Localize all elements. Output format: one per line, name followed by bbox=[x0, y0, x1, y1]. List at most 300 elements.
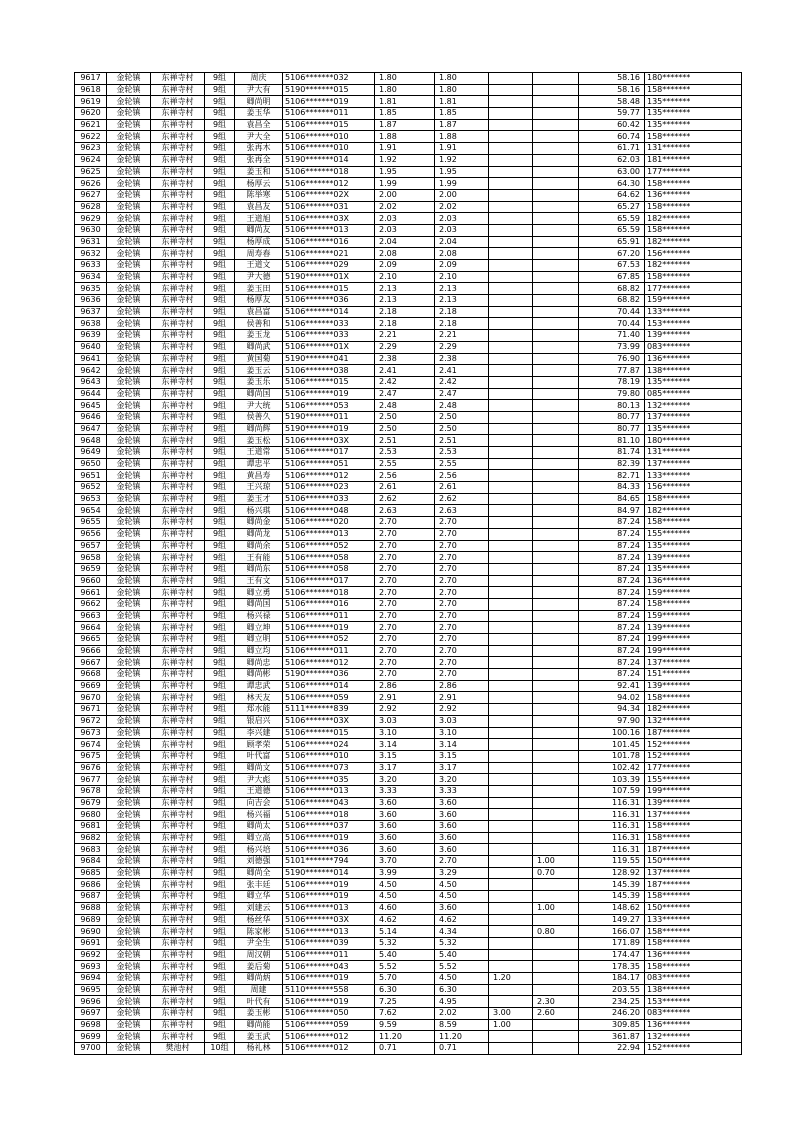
village-cell: 东禅寺村 bbox=[151, 447, 205, 459]
id-number-cell: 5110*******558 bbox=[283, 984, 375, 996]
name-cell: 郑水能 bbox=[235, 704, 283, 716]
area-c-cell bbox=[533, 879, 579, 891]
amount-cell: 87.24 bbox=[579, 563, 645, 575]
table-row bbox=[75, 201, 742, 213]
area-a-cell: 3.60 bbox=[435, 797, 489, 809]
table-row bbox=[75, 949, 742, 961]
serial-cell: 9635 bbox=[75, 283, 107, 295]
amount-cell: 97.90 bbox=[579, 715, 645, 727]
area-a-cell: 4.50 bbox=[435, 972, 489, 984]
group-cell: 9组 bbox=[205, 341, 235, 353]
village-cell: 东禅寺村 bbox=[151, 108, 205, 120]
id-number-cell: 5106*******012 bbox=[283, 470, 375, 482]
name-cell: 谭忠武 bbox=[235, 680, 283, 692]
serial-cell: 9663 bbox=[75, 610, 107, 622]
total-area-cell: 1.85 bbox=[375, 108, 435, 120]
area-c-cell bbox=[533, 189, 579, 201]
name-cell: 卿立坤 bbox=[235, 622, 283, 634]
table-row bbox=[75, 914, 742, 926]
town-cell: 金轮镇 bbox=[107, 762, 151, 774]
area-c-cell bbox=[533, 376, 579, 388]
table-row bbox=[75, 108, 742, 120]
total-area-cell: 2.56 bbox=[375, 470, 435, 482]
area-c-cell bbox=[533, 528, 579, 540]
table-row bbox=[75, 447, 742, 459]
serial-cell: 9671 bbox=[75, 704, 107, 716]
area-b-cell bbox=[489, 353, 533, 365]
town-cell: 金轮镇 bbox=[107, 680, 151, 692]
group-cell: 9组 bbox=[205, 774, 235, 786]
town-cell: 金轮镇 bbox=[107, 376, 151, 388]
town-cell: 金轮镇 bbox=[107, 295, 151, 307]
total-area-cell: 2.70 bbox=[375, 598, 435, 610]
area-b-cell bbox=[489, 914, 533, 926]
area-c-cell bbox=[533, 785, 579, 797]
name-cell: 姜玉才 bbox=[235, 493, 283, 505]
name-cell: 李兴建 bbox=[235, 727, 283, 739]
amount-cell: 171.89 bbox=[579, 937, 645, 949]
amount-cell: 128.92 bbox=[579, 867, 645, 879]
total-area-cell: 5.52 bbox=[375, 961, 435, 973]
table-row bbox=[75, 528, 742, 540]
amount-cell: 80.77 bbox=[579, 423, 645, 435]
area-b-cell bbox=[489, 797, 533, 809]
amount-cell: 119.55 bbox=[579, 856, 645, 868]
serial-cell: 9669 bbox=[75, 680, 107, 692]
serial-cell: 9640 bbox=[75, 341, 107, 353]
serial-cell: 9646 bbox=[75, 411, 107, 423]
area-b-cell bbox=[489, 493, 533, 505]
phone-cell: 133******* bbox=[645, 306, 742, 318]
area-b-cell bbox=[489, 411, 533, 423]
total-area-cell: 5.40 bbox=[375, 949, 435, 961]
amount-cell: 246.20 bbox=[579, 1008, 645, 1020]
area-b-cell bbox=[489, 376, 533, 388]
serial-cell: 9662 bbox=[75, 598, 107, 610]
phone-cell: 139******* bbox=[645, 330, 742, 342]
group-cell: 9组 bbox=[205, 447, 235, 459]
area-a-cell: 2.70 bbox=[435, 575, 489, 587]
phone-cell: 135******* bbox=[645, 96, 742, 108]
phone-cell: 135******* bbox=[645, 108, 742, 120]
amount-cell: 116.31 bbox=[579, 809, 645, 821]
phone-cell: 158******* bbox=[645, 178, 742, 190]
id-number-cell: 5106*******016 bbox=[283, 598, 375, 610]
phone-cell: 132******* bbox=[645, 400, 742, 412]
table-row bbox=[75, 704, 742, 716]
area-b-cell bbox=[489, 423, 533, 435]
town-cell: 金轮镇 bbox=[107, 318, 151, 330]
area-b-cell bbox=[489, 669, 533, 681]
serial-cell: 9628 bbox=[75, 201, 107, 213]
area-a-cell: 4.62 bbox=[435, 914, 489, 926]
area-c-cell: 0.70 bbox=[533, 867, 579, 879]
town-cell: 金轮镇 bbox=[107, 248, 151, 260]
serial-cell: 9644 bbox=[75, 388, 107, 400]
area-c-cell: 1.00 bbox=[533, 856, 579, 868]
phone-cell: 083******* bbox=[645, 1008, 742, 1020]
name-cell: 姜玉乐 bbox=[235, 376, 283, 388]
phone-cell: 136******* bbox=[645, 575, 742, 587]
table-row bbox=[75, 832, 742, 844]
amount-cell: 116.31 bbox=[579, 832, 645, 844]
group-cell: 9组 bbox=[205, 634, 235, 646]
table-row bbox=[75, 715, 742, 727]
id-number-cell: 5106*******035 bbox=[283, 774, 375, 786]
name-cell: 顾孝荣 bbox=[235, 739, 283, 751]
phone-cell: 177******* bbox=[645, 762, 742, 774]
amount-cell: 84.97 bbox=[579, 505, 645, 517]
name-cell: 向吉会 bbox=[235, 797, 283, 809]
village-cell: 东禅寺村 bbox=[151, 680, 205, 692]
group-cell: 9组 bbox=[205, 785, 235, 797]
area-a-cell: 1.80 bbox=[435, 84, 489, 96]
area-a-cell: 1.81 bbox=[435, 96, 489, 108]
group-cell: 9组 bbox=[205, 189, 235, 201]
town-cell: 金轮镇 bbox=[107, 411, 151, 423]
phone-cell: 135******* bbox=[645, 563, 742, 575]
village-cell: 东禅寺村 bbox=[151, 1019, 205, 1031]
serial-cell: 9629 bbox=[75, 213, 107, 225]
name-cell: 王道德 bbox=[235, 785, 283, 797]
table-row bbox=[75, 73, 742, 85]
total-area-cell: 2.55 bbox=[375, 458, 435, 470]
id-number-cell: 5190*******015 bbox=[283, 84, 375, 96]
table-row bbox=[75, 213, 742, 225]
table-row bbox=[75, 119, 742, 131]
table-row bbox=[75, 248, 742, 260]
group-cell: 9组 bbox=[205, 610, 235, 622]
village-cell: 东禅寺村 bbox=[151, 201, 205, 213]
area-b-cell bbox=[489, 552, 533, 564]
table-row bbox=[75, 178, 742, 190]
group-cell: 9组 bbox=[205, 213, 235, 225]
area-c-cell bbox=[533, 575, 579, 587]
amount-cell: 87.24 bbox=[579, 645, 645, 657]
area-c-cell bbox=[533, 505, 579, 517]
total-area-cell: 2.13 bbox=[375, 295, 435, 307]
id-number-cell: 5106*******019 bbox=[283, 832, 375, 844]
amount-cell: 80.13 bbox=[579, 400, 645, 412]
town-cell: 金轮镇 bbox=[107, 902, 151, 914]
phone-cell: 139******* bbox=[645, 622, 742, 634]
serial-cell: 9691 bbox=[75, 937, 107, 949]
id-number-cell: 5106*******01X bbox=[283, 341, 375, 353]
total-area-cell: 3.15 bbox=[375, 750, 435, 762]
town-cell: 金轮镇 bbox=[107, 154, 151, 166]
amount-cell: 78.19 bbox=[579, 376, 645, 388]
id-number-cell: 5106*******015 bbox=[283, 283, 375, 295]
name-cell: 姜玉云 bbox=[235, 365, 283, 377]
serial-cell: 9632 bbox=[75, 248, 107, 260]
amount-cell: 84.33 bbox=[579, 482, 645, 494]
id-number-cell: 5106*******013 bbox=[283, 528, 375, 540]
village-cell: 东禅寺村 bbox=[151, 470, 205, 482]
village-cell: 东禅寺村 bbox=[151, 400, 205, 412]
village-cell: 东禅寺村 bbox=[151, 891, 205, 903]
group-cell: 9组 bbox=[205, 598, 235, 610]
village-cell: 东禅寺村 bbox=[151, 143, 205, 155]
phone-cell: 156******* bbox=[645, 248, 742, 260]
amount-cell: 60.74 bbox=[579, 131, 645, 143]
town-cell: 金轮镇 bbox=[107, 715, 151, 727]
phone-cell: 158******* bbox=[645, 961, 742, 973]
area-b-cell bbox=[489, 84, 533, 96]
amount-cell: 59.77 bbox=[579, 108, 645, 120]
total-area-cell: 2.42 bbox=[375, 376, 435, 388]
table-row bbox=[75, 750, 742, 762]
phone-cell: 180******* bbox=[645, 73, 742, 85]
area-c-cell bbox=[533, 73, 579, 85]
name-cell: 卿尚国 bbox=[235, 388, 283, 400]
town-cell: 金轮镇 bbox=[107, 972, 151, 984]
serial-cell: 9647 bbox=[75, 423, 107, 435]
town-cell: 金轮镇 bbox=[107, 785, 151, 797]
area-b-cell bbox=[489, 844, 533, 856]
area-b-cell bbox=[489, 283, 533, 295]
area-c-cell bbox=[533, 587, 579, 599]
amount-cell: 22.94 bbox=[579, 1043, 645, 1055]
serial-cell: 9685 bbox=[75, 867, 107, 879]
area-c-cell bbox=[533, 937, 579, 949]
area-a-cell: 2.70 bbox=[435, 563, 489, 575]
area-c-cell bbox=[533, 610, 579, 622]
area-b-cell bbox=[489, 435, 533, 447]
group-cell: 9组 bbox=[205, 119, 235, 131]
id-number-cell: 5106*******015 bbox=[283, 727, 375, 739]
name-cell: 卿尚金 bbox=[235, 517, 283, 529]
name-cell: 王道常 bbox=[235, 447, 283, 459]
area-c-cell bbox=[533, 178, 579, 190]
area-b-cell bbox=[489, 447, 533, 459]
amount-cell: 166.07 bbox=[579, 926, 645, 938]
group-cell: 9组 bbox=[205, 587, 235, 599]
table-row bbox=[75, 482, 742, 494]
group-cell: 9组 bbox=[205, 201, 235, 213]
name-cell: 杨礼林 bbox=[235, 1043, 283, 1055]
area-b-cell bbox=[489, 949, 533, 961]
phone-cell: 180******* bbox=[645, 435, 742, 447]
serial-cell: 9674 bbox=[75, 739, 107, 751]
name-cell: 王道旭 bbox=[235, 213, 283, 225]
village-cell: 东禅寺村 bbox=[151, 458, 205, 470]
area-a-cell: 2.18 bbox=[435, 318, 489, 330]
town-cell: 金轮镇 bbox=[107, 563, 151, 575]
town-cell: 金轮镇 bbox=[107, 353, 151, 365]
village-cell: 东禅寺村 bbox=[151, 318, 205, 330]
town-cell: 金轮镇 bbox=[107, 505, 151, 517]
name-cell: 卿尚太 bbox=[235, 821, 283, 833]
village-cell: 东禅寺村 bbox=[151, 563, 205, 575]
area-a-cell: 2.38 bbox=[435, 353, 489, 365]
phone-cell: 152******* bbox=[645, 739, 742, 751]
area-a-cell: 4.50 bbox=[435, 879, 489, 891]
group-cell: 9组 bbox=[205, 762, 235, 774]
id-number-cell: 5106*******013 bbox=[283, 926, 375, 938]
table-row bbox=[75, 1031, 742, 1043]
area-b-cell bbox=[489, 961, 533, 973]
serial-cell: 9645 bbox=[75, 400, 107, 412]
total-area-cell: 2.50 bbox=[375, 423, 435, 435]
id-number-cell: 5106*******017 bbox=[283, 447, 375, 459]
area-c-cell bbox=[533, 119, 579, 131]
area-c-cell bbox=[533, 972, 579, 984]
id-number-cell: 5106*******03X bbox=[283, 435, 375, 447]
table-row bbox=[75, 330, 742, 342]
amount-cell: 203.55 bbox=[579, 984, 645, 996]
name-cell: 银启兴 bbox=[235, 715, 283, 727]
group-cell: 9组 bbox=[205, 365, 235, 377]
town-cell: 金轮镇 bbox=[107, 365, 151, 377]
area-a-cell: 1.99 bbox=[435, 178, 489, 190]
town-cell: 金轮镇 bbox=[107, 388, 151, 400]
area-b-cell bbox=[489, 271, 533, 283]
amount-cell: 184.17 bbox=[579, 972, 645, 984]
phone-cell: 135******* bbox=[645, 540, 742, 552]
total-area-cell: 2.10 bbox=[375, 271, 435, 283]
name-cell: 卿尚武 bbox=[235, 341, 283, 353]
id-number-cell: 5106*******037 bbox=[283, 821, 375, 833]
table-row bbox=[75, 517, 742, 529]
table-row bbox=[75, 785, 742, 797]
area-a-cell: 2.61 bbox=[435, 482, 489, 494]
area-b-cell: 1.00 bbox=[489, 1019, 533, 1031]
area-c-cell bbox=[533, 84, 579, 96]
table-row bbox=[75, 774, 742, 786]
table-row bbox=[75, 563, 742, 575]
total-area-cell: 4.50 bbox=[375, 879, 435, 891]
village-cell: 东禅寺村 bbox=[151, 423, 205, 435]
name-cell: 叶代有 bbox=[235, 996, 283, 1008]
amount-cell: 101.45 bbox=[579, 739, 645, 751]
id-number-cell: 5190*******01X bbox=[283, 271, 375, 283]
id-number-cell: 5190*******036 bbox=[283, 669, 375, 681]
id-number-cell: 5190*******019 bbox=[283, 423, 375, 435]
phone-cell: 153******* bbox=[645, 996, 742, 1008]
name-cell: 姜玉松 bbox=[235, 435, 283, 447]
group-cell: 9组 bbox=[205, 493, 235, 505]
serial-cell: 9655 bbox=[75, 517, 107, 529]
name-cell: 姜玉彬 bbox=[235, 1008, 283, 1020]
total-area-cell: 2.62 bbox=[375, 493, 435, 505]
village-cell: 东禅寺村 bbox=[151, 692, 205, 704]
amount-cell: 82.39 bbox=[579, 458, 645, 470]
area-a-cell: 2.00 bbox=[435, 189, 489, 201]
total-area-cell: 1.99 bbox=[375, 178, 435, 190]
town-cell: 金轮镇 bbox=[107, 575, 151, 587]
area-c-cell bbox=[533, 283, 579, 295]
phone-cell: 138******* bbox=[645, 365, 742, 377]
amount-cell: 70.44 bbox=[579, 306, 645, 318]
id-number-cell: 5106*******043 bbox=[283, 961, 375, 973]
phone-cell: 158******* bbox=[645, 598, 742, 610]
total-area-cell: 4.62 bbox=[375, 914, 435, 926]
group-cell: 9组 bbox=[205, 306, 235, 318]
group-cell: 9组 bbox=[205, 996, 235, 1008]
total-area-cell: 2.13 bbox=[375, 283, 435, 295]
town-cell: 金轮镇 bbox=[107, 856, 151, 868]
table-row bbox=[75, 470, 742, 482]
table-row bbox=[75, 622, 742, 634]
village-cell: 东禅寺村 bbox=[151, 482, 205, 494]
phone-cell: 137******* bbox=[645, 458, 742, 470]
id-number-cell: 5106*******036 bbox=[283, 844, 375, 856]
phone-cell: 150******* bbox=[645, 856, 742, 868]
area-c-cell bbox=[533, 552, 579, 564]
town-cell: 金轮镇 bbox=[107, 178, 151, 190]
total-area-cell: 2.02 bbox=[375, 201, 435, 213]
area-b-cell bbox=[489, 236, 533, 248]
group-cell: 9组 bbox=[205, 540, 235, 552]
phone-cell: 139******* bbox=[645, 680, 742, 692]
area-c-cell bbox=[533, 143, 579, 155]
phone-cell: 136******* bbox=[645, 189, 742, 201]
area-a-cell: 3.03 bbox=[435, 715, 489, 727]
area-b-cell bbox=[489, 341, 533, 353]
phone-cell: 199******* bbox=[645, 634, 742, 646]
area-b-cell bbox=[489, 189, 533, 201]
town-cell: 金轮镇 bbox=[107, 435, 151, 447]
phone-cell: 137******* bbox=[645, 809, 742, 821]
group-cell: 9组 bbox=[205, 482, 235, 494]
group-cell: 9组 bbox=[205, 856, 235, 868]
phone-cell: 083******* bbox=[645, 341, 742, 353]
area-c-cell bbox=[533, 353, 579, 365]
id-number-cell: 5190*******041 bbox=[283, 353, 375, 365]
area-c-cell bbox=[533, 797, 579, 809]
village-cell: 东禅寺村 bbox=[151, 341, 205, 353]
table-row bbox=[75, 891, 742, 903]
total-area-cell: 1.87 bbox=[375, 119, 435, 131]
area-b-cell bbox=[489, 295, 533, 307]
serial-cell: 9650 bbox=[75, 458, 107, 470]
town-cell: 金轮镇 bbox=[107, 809, 151, 821]
phone-cell: 137******* bbox=[645, 657, 742, 669]
area-a-cell: 2.53 bbox=[435, 447, 489, 459]
serial-cell: 9680 bbox=[75, 809, 107, 821]
serial-cell: 9661 bbox=[75, 587, 107, 599]
group-cell: 9组 bbox=[205, 470, 235, 482]
group-cell: 9组 bbox=[205, 143, 235, 155]
total-area-cell: 5.14 bbox=[375, 926, 435, 938]
group-cell: 9组 bbox=[205, 657, 235, 669]
area-a-cell: 3.29 bbox=[435, 867, 489, 879]
phone-cell: 158******* bbox=[645, 131, 742, 143]
name-cell: 卿尚忠 bbox=[235, 657, 283, 669]
serial-cell: 9684 bbox=[75, 856, 107, 868]
amount-cell: 148.62 bbox=[579, 902, 645, 914]
area-b-cell bbox=[489, 937, 533, 949]
table-row bbox=[75, 692, 742, 704]
area-a-cell: 2.41 bbox=[435, 365, 489, 377]
id-number-cell: 5106*******014 bbox=[283, 680, 375, 692]
table-row bbox=[75, 318, 742, 330]
village-cell: 东禅寺村 bbox=[151, 902, 205, 914]
amount-cell: 80.77 bbox=[579, 411, 645, 423]
total-area-cell: 2.70 bbox=[375, 575, 435, 587]
area-a-cell: 5.40 bbox=[435, 949, 489, 961]
serial-cell: 9664 bbox=[75, 622, 107, 634]
total-area-cell: 2.92 bbox=[375, 704, 435, 716]
name-cell: 卿立华 bbox=[235, 891, 283, 903]
village-cell: 东禅寺村 bbox=[151, 1008, 205, 1020]
table-row bbox=[75, 844, 742, 856]
amount-cell: 94.02 bbox=[579, 692, 645, 704]
serial-cell: 9654 bbox=[75, 505, 107, 517]
area-c-cell bbox=[533, 961, 579, 973]
village-cell: 东禅寺村 bbox=[151, 306, 205, 318]
serial-cell: 9673 bbox=[75, 727, 107, 739]
